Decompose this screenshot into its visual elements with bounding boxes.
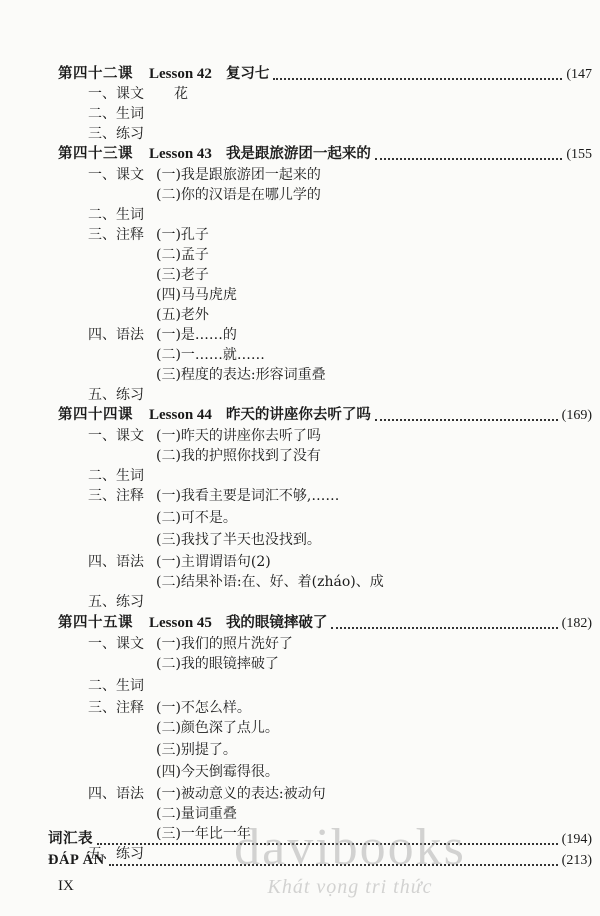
leader-dots bbox=[273, 70, 562, 80]
lesson-42-heading bbox=[58, 64, 592, 85]
section-item: (二)一……就…… bbox=[156, 347, 265, 363]
page-ref: (169) bbox=[561, 408, 592, 423]
section-label: 二、生词 bbox=[88, 678, 144, 694]
section-item: (一)我看主要是词汇不够,…… bbox=[156, 488, 340, 504]
lesson-cn: 第四十三课 bbox=[58, 145, 133, 162]
section-label: 三、练习 bbox=[88, 126, 144, 142]
page-ref: (155 bbox=[566, 147, 592, 162]
section-item: 花 bbox=[174, 86, 188, 102]
section-item: (二)量词重叠 bbox=[156, 806, 237, 822]
lesson-43-heading bbox=[58, 144, 592, 165]
section-label: 一、课文 bbox=[88, 428, 144, 444]
vocab-label: 词汇表 bbox=[48, 830, 93, 847]
lesson-en: Lesson 42 bbox=[149, 66, 212, 82]
answers-label: ĐÁP ÁN bbox=[48, 852, 105, 868]
leader-dots bbox=[331, 619, 557, 629]
section-item: (一)孔子 bbox=[156, 227, 209, 243]
lesson-45-heading bbox=[58, 613, 592, 634]
leader-dots bbox=[375, 411, 558, 421]
section-label: 二、生词 bbox=[88, 106, 144, 122]
section-label: 三、注释 bbox=[88, 488, 144, 504]
lesson-cn: 第四十五课 bbox=[58, 614, 133, 631]
section-item: (四)马马虎虎 bbox=[156, 287, 237, 303]
section-item: (二)我的眼镜摔破了 bbox=[156, 656, 279, 672]
lesson-44-heading bbox=[58, 405, 592, 426]
section-item: (一)主谓谓语句(2) bbox=[156, 554, 271, 570]
section-label: 五、练习 bbox=[88, 594, 144, 610]
lesson-en: Lesson 45 bbox=[149, 615, 212, 631]
lesson-en: Lesson 43 bbox=[149, 146, 212, 162]
lesson-title: 昨天的讲座你去听了吗 bbox=[225, 406, 371, 423]
section-item: (二)结果补语:在、好、着(zháo)、成 bbox=[156, 574, 384, 590]
lesson-en: Lesson 44 bbox=[149, 407, 212, 423]
section-label: 五、练习 bbox=[88, 387, 144, 403]
page-number: IX bbox=[58, 878, 74, 894]
answers-heading bbox=[48, 850, 592, 871]
page-ref: (147 bbox=[566, 67, 592, 82]
section-label: 二、生词 bbox=[88, 468, 144, 484]
section-item: (一)是……的 bbox=[156, 327, 237, 343]
lesson-cn: 第四十四课 bbox=[58, 406, 133, 423]
section-item: (二)我的护照你找到了没有 bbox=[156, 448, 321, 464]
watermark-tagline: Khát vọng tri thức bbox=[267, 876, 433, 898]
section-item: (一)被动意义的表达:被动句 bbox=[156, 786, 326, 802]
section-item: (二)颜色深了点儿。 bbox=[156, 720, 279, 736]
page-ref: (213) bbox=[561, 853, 592, 868]
section-item: (三)程度的表达:形容词重叠 bbox=[156, 367, 326, 383]
section-label: 四、语法 bbox=[88, 327, 144, 343]
lesson-title: 我的眼镜摔破了 bbox=[225, 614, 328, 631]
section-label: 四、语法 bbox=[88, 554, 144, 570]
section-item: (一)不怎么样。 bbox=[156, 700, 251, 716]
section-item: (三)别提了。 bbox=[156, 742, 237, 758]
leader-dots bbox=[97, 835, 558, 845]
section-label: 三、注释 bbox=[88, 700, 144, 716]
section-label: 一、课文 bbox=[88, 636, 144, 652]
section-label: 五、练习 bbox=[88, 846, 144, 862]
lesson-title: 我是跟旅游团一起来的 bbox=[225, 145, 371, 162]
lesson-title: 复习七 bbox=[225, 65, 270, 82]
vocab-heading bbox=[48, 829, 592, 850]
section-item: (三)我找了半天也没找到。 bbox=[156, 532, 321, 548]
section-item: (五)老外 bbox=[156, 307, 209, 323]
leader-dots bbox=[109, 856, 558, 866]
section-item: (三)一年比一年 bbox=[156, 826, 251, 842]
section-label: 三、注释 bbox=[88, 227, 144, 243]
section-item: (一)昨天的讲座你去听了吗 bbox=[156, 428, 321, 444]
page-ref: (194) bbox=[561, 832, 592, 847]
leader-dots bbox=[375, 150, 562, 160]
section-item: (三)老子 bbox=[156, 267, 209, 283]
section-label: 四、语法 bbox=[88, 786, 144, 802]
section-item: (二)你的汉语是在哪儿学的 bbox=[156, 187, 321, 203]
section-label: 二、生词 bbox=[88, 207, 144, 223]
lesson-cn: 第四十二课 bbox=[58, 65, 133, 82]
section-item: (一)我们的照片洗好了 bbox=[156, 636, 293, 652]
section-label: 一、课文 bbox=[88, 167, 144, 183]
section-item: (二)可不是。 bbox=[156, 510, 237, 526]
page-ref: (182) bbox=[561, 616, 592, 631]
section-item: (二)孟子 bbox=[156, 247, 209, 263]
watermark-brand: davibooks bbox=[234, 819, 466, 876]
section-item: (四)今天倒霉得很。 bbox=[156, 764, 279, 780]
section-label: 一、课文 bbox=[88, 86, 144, 102]
section-item: (一)我是跟旅游团一起来的 bbox=[156, 167, 321, 183]
